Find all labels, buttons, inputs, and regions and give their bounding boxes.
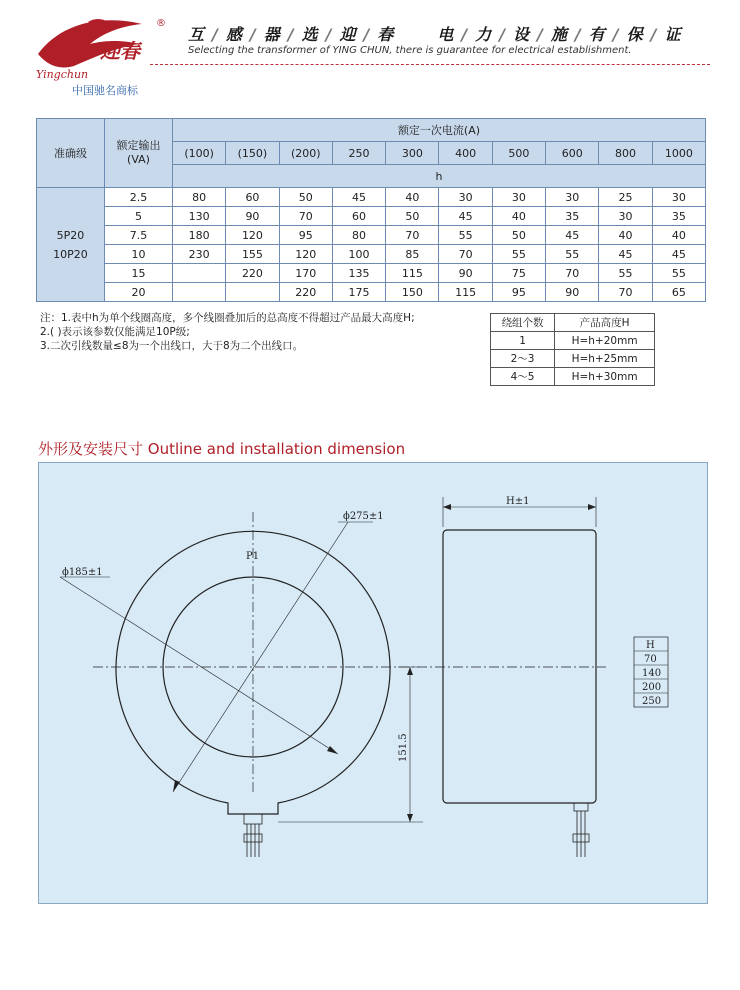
coil-height-cell: 220 <box>226 264 279 283</box>
winding-count: 4～5 <box>491 368 555 386</box>
current-col-header: (100) <box>173 142 226 165</box>
col-rated-output-line1: 额定输出 <box>116 139 161 152</box>
slogan-english: Selecting the transformer of YING CHUN, there is guarantee for electrical establishment. <box>188 45 632 56</box>
coil-height-cell: 70 <box>599 283 652 302</box>
ct-spec-table <box>36 118 706 302</box>
outer-diameter-label: ϕ275±1 <box>343 511 384 522</box>
winding-count: 1 <box>491 332 555 350</box>
h-value: 140 <box>642 668 662 679</box>
coil-height-cell: 115 <box>439 283 492 302</box>
current-col-header: 600 <box>546 142 599 165</box>
svg-text:Yingchun: Yingchun <box>36 68 89 81</box>
slogan-char: 有 <box>588 25 605 44</box>
slogan-char: 互 <box>188 25 205 44</box>
slogan-char: 证 <box>664 25 681 44</box>
coil-height-cell: 65 <box>652 283 705 302</box>
coil-height-cell: 45 <box>599 245 652 264</box>
product-height: H=h+30mm <box>555 368 655 386</box>
coil-height-cell: 175 <box>332 283 385 302</box>
width-h-label: H±1 <box>506 496 530 507</box>
accuracy-grade-cell <box>37 188 105 302</box>
coil-height-cell: 120 <box>226 226 279 245</box>
current-col-header: 300 <box>386 142 439 165</box>
section-title: 外形及安装尺寸 Outline and installation dimension <box>38 440 406 458</box>
current-col-header: 800 <box>599 142 652 165</box>
coil-height-cell: 55 <box>546 245 599 264</box>
coil-height-cell: 30 <box>546 188 599 207</box>
unit-h-row: h <box>173 165 706 188</box>
coil-height-cell: 70 <box>439 245 492 264</box>
coil-height-cell: 45 <box>332 188 385 207</box>
coil-height-cell: 130 <box>173 207 226 226</box>
notes <box>40 311 415 353</box>
table-row <box>37 226 706 245</box>
coil-height-cell: 150 <box>386 283 439 302</box>
coil-height-cell: 60 <box>332 207 385 226</box>
coil-height-cell: 55 <box>492 245 545 264</box>
coil-height-cell: 55 <box>439 226 492 245</box>
coil-height-cell: 25 <box>599 188 652 207</box>
coil-height-cell: 45 <box>652 245 705 264</box>
coil-height-cell: 220 <box>279 283 332 302</box>
slogan-char: 器 <box>263 25 280 44</box>
coil-height-cell: 55 <box>652 264 705 283</box>
coil-height-cell: 50 <box>279 188 332 207</box>
coil-height-cell <box>226 283 279 302</box>
coil-height-cell: 100 <box>332 245 385 264</box>
height-151-label: 151.5 <box>398 733 409 762</box>
header-divider <box>150 64 710 65</box>
side-view-body <box>443 530 596 803</box>
coil-height-cell: 45 <box>439 207 492 226</box>
current-col-header: 400 <box>439 142 492 165</box>
inner-dia-leader <box>60 577 338 754</box>
coil-height-cell: 30 <box>652 188 705 207</box>
coil-height-cell: 70 <box>279 207 332 226</box>
terminal-block <box>244 814 262 824</box>
coil-height-cell: 30 <box>492 188 545 207</box>
coil-height-cell: 180 <box>173 226 226 245</box>
winding-count: 2～3 <box>491 350 555 368</box>
current-col-header: 250 <box>332 142 385 165</box>
grade-10p20: 10P20 <box>53 247 88 261</box>
coil-height-cell: 75 <box>492 264 545 283</box>
current-col-header: 500 <box>492 142 545 165</box>
coil-height-cell: 35 <box>652 207 705 226</box>
coil-height-cell: 50 <box>492 226 545 245</box>
table-row <box>37 207 706 226</box>
h-value: 70 <box>644 654 657 665</box>
svg-text:迎春: 迎春 <box>100 39 140 63</box>
coil-height-cell: 90 <box>226 207 279 226</box>
coil-height-cell: 40 <box>492 207 545 226</box>
coil-height-cell: 155 <box>226 245 279 264</box>
slogan-chinese: 互 / 感 / 器 / 选 / 迎 / 春 电 / 力 / 设 / 施 / 有 / 保 / 证 <box>188 22 710 45</box>
slogan-char: 力 <box>475 25 492 44</box>
rated-output-cell: 15 <box>105 264 173 283</box>
note-line: 2.( )表示该参数仅能满足10P级; <box>40 326 190 338</box>
yingchun-logo <box>30 14 170 84</box>
winding-count-header: 绕组个数 <box>491 314 555 332</box>
coil-height-cell: 80 <box>173 188 226 207</box>
outer-dia-leader <box>173 522 348 792</box>
coil-height-cell <box>173 264 226 283</box>
coil-height-cell: 115 <box>386 264 439 283</box>
col-rated-primary-current: 额定一次电流(A) <box>173 119 706 142</box>
rated-output-cell: 20 <box>105 283 173 302</box>
note-line: 注：1.表中h为单个线圈高度，多个线圈叠加后的总高度不得超过产品最大高度H; <box>40 312 415 324</box>
table-row <box>37 245 706 264</box>
coil-height-cell: 50 <box>386 207 439 226</box>
inner-diameter-label: ϕ185±1 <box>62 567 103 578</box>
slogan-char: 保 <box>626 25 643 44</box>
coil-height-cell: 120 <box>279 245 332 264</box>
slogan-char: 电 <box>437 25 454 44</box>
h-table-header: H <box>646 640 655 651</box>
rated-output-cell: 7.5 <box>105 226 173 245</box>
coil-height-cell: 135 <box>332 264 385 283</box>
product-height: H=h+25mm <box>555 350 655 368</box>
product-height-header: 产品高度H <box>555 314 655 332</box>
coil-height-cell: 70 <box>546 264 599 283</box>
coil-height-cell: 40 <box>652 226 705 245</box>
coil-height-cell: 30 <box>599 207 652 226</box>
coil-height-cell <box>173 283 226 302</box>
current-col-header: 1000 <box>652 142 705 165</box>
product-height: H=h+20mm <box>555 332 655 350</box>
p1-label: P1 <box>246 551 260 562</box>
coil-height-cell: 40 <box>386 188 439 207</box>
slogan-char: 选 <box>301 25 318 44</box>
coil-height-cell: 60 <box>226 188 279 207</box>
grade-5p20: 5P20 <box>56 228 85 242</box>
coil-height-cell: 95 <box>492 283 545 302</box>
coil-height-cell: 40 <box>599 226 652 245</box>
current-col-header: (200) <box>279 142 332 165</box>
coil-height-cell: 30 <box>439 188 492 207</box>
outline-drawing <box>38 462 706 902</box>
current-col-header: (150) <box>226 142 279 165</box>
h-value: 200 <box>642 682 662 693</box>
winding-height-table <box>490 313 655 386</box>
coil-height-cell: 70 <box>386 226 439 245</box>
slogan-char: 施 <box>550 25 567 44</box>
rated-output-cell: 10 <box>105 245 173 264</box>
table-row <box>37 283 706 302</box>
col-rated-output <box>105 119 173 188</box>
coil-height-cell: 90 <box>546 283 599 302</box>
coil-height-cell: 90 <box>439 264 492 283</box>
table-row <box>37 188 706 207</box>
coil-height-cell: 35 <box>546 207 599 226</box>
coil-height-cell: 85 <box>386 245 439 264</box>
table-row <box>37 264 706 283</box>
rated-output-cell: 2.5 <box>105 188 173 207</box>
trademark-line: 中国驰名商标 <box>72 84 138 97</box>
coil-height-cell: 230 <box>173 245 226 264</box>
coil-height-cell: 45 <box>546 226 599 245</box>
coil-height-cell: 80 <box>332 226 385 245</box>
note-line: 3.二次引线数量≤8为一个出线口，大于8为二个出线口。 <box>40 340 304 352</box>
slogan-char: 感 <box>225 25 242 44</box>
col-accuracy-grade: 准确级 <box>37 119 105 188</box>
coil-height-cell: 170 <box>279 264 332 283</box>
slogan-char: 春 <box>377 25 394 44</box>
rated-output-cell: 5 <box>105 207 173 226</box>
registered-mark: ® <box>156 18 166 29</box>
coil-height-cell: 95 <box>279 226 332 245</box>
coil-height-cell: 55 <box>599 264 652 283</box>
slogan-char: 迎 <box>339 25 356 44</box>
col-rated-output-line2: (VA) <box>127 153 150 166</box>
h-value: 250 <box>642 696 662 707</box>
slogan-char: 设 <box>513 25 530 44</box>
